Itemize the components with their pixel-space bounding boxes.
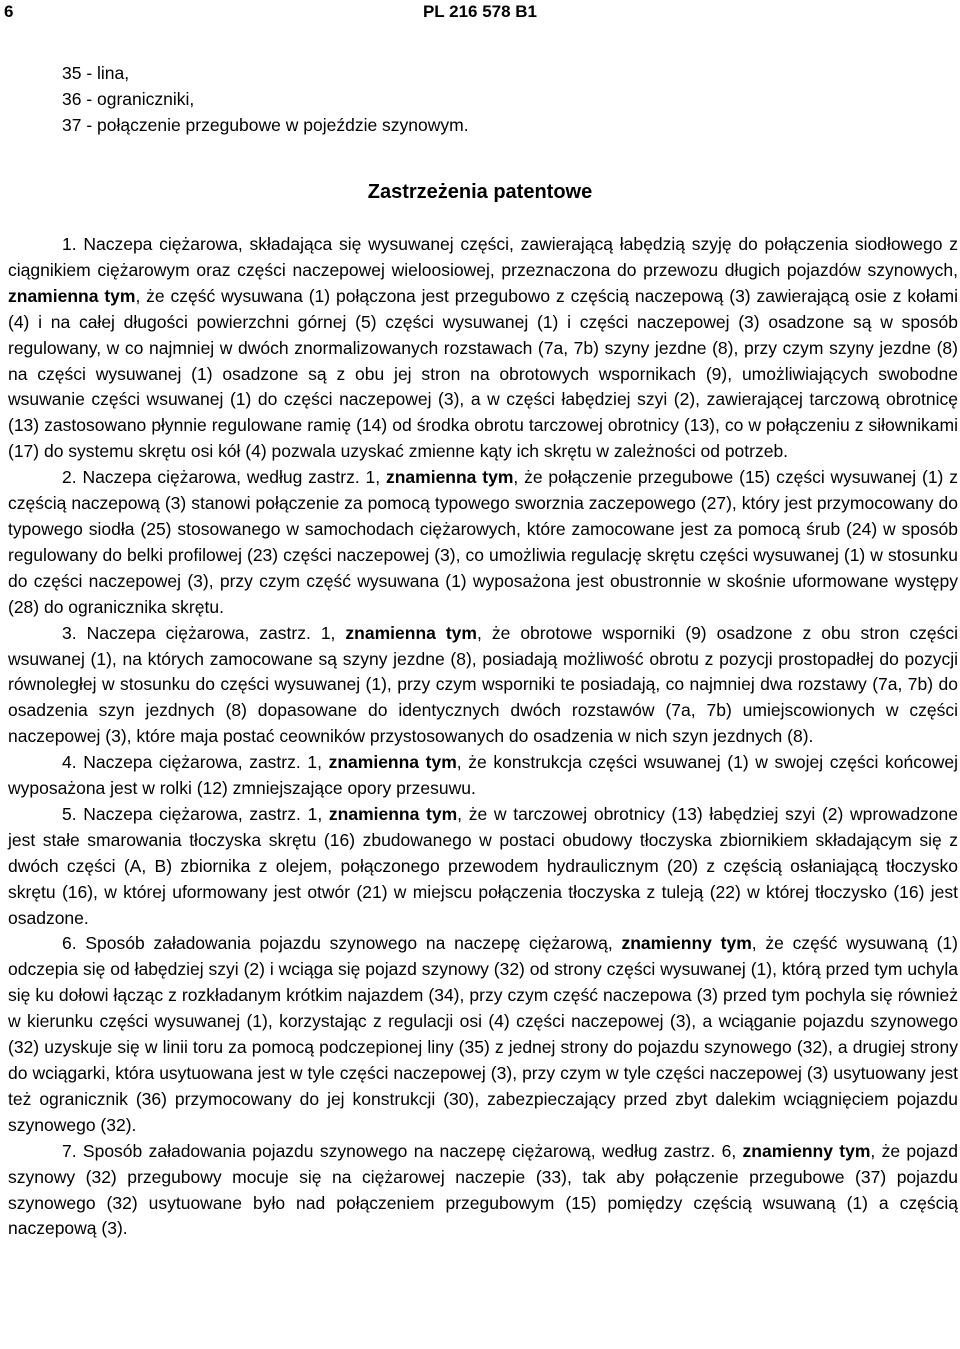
claims-list — [8, 232, 958, 1242]
legend-item: 36 - ograniczniki, — [62, 89, 195, 109]
section-title: Zastrzeżenia patentowe — [367, 181, 593, 203]
patent-number: PL 216 578 B1 — [422, 2, 538, 21]
page-number: 6 — [4, 2, 14, 21]
legend-item: 35 - lina, — [62, 63, 130, 83]
claim-1: 1. Naczepa ciężarowa, składająca się wysuwanej części, zawierającą łabędzią szyję do połączenia siodłowego z ciągnikiem ciężarowym oraz części naczepowej wieloosiowej, przeznaczona do przewozu długich pojazdów szynowych, znamienna tym, że część wysuwana (1) połączona jest przegubowo z częścią naczepową (3) zawierającą osie z kołami (4) i na całej długości powierzchni górnej (5) części wysuwanej (1) i części naczepowej (3) osadzone są w sposób regulowany, w co najmniej w dwóch znormalizowanych rozstawach (7a, 7b) szyny jezdne (8), przy czym szyny jezdne (8) na części wysuwanej (1) osadzone są z obu jej stron na obrotowych wspornikach (9), umożliwiających swobodne wsuwanie części wsuwanej (1) do części naczepowej (3), a w części łabędziej szyi (2), zawierającej tarczową obrotnicę (13) zastosowano płynnie regulowane ramię (14) od środka obrotu tarczowej obrotnicy (13), co w połączeniu z siłownikami (17) do systemu skrętu osi kół (4) pozwala uzyskać zmienne kąty ich skrętu w zależności od potrzeb. — [8, 234, 958, 462]
page-header — [0, 0, 960, 24]
claim-3: 3. Naczepa ciężarowa, zastrz. 1, znamienna tym, że obrotowe wsporniki (9) osadzone z obu stron części wsuwanej (1), na których zamocowane są szyny jezdne (8), posiadają możliwość obrotu z pozycji prostopadłej do pozycji równoległej w stosunku do części wysuwanej (1), przy czym wsporniki te posiadają, co najmniej dwa rozstawy (7a, 7b) do osadzenia szyn jezdnych (8) dopasowane do identycznych dwóch rozstawów (7a, 7b) umiejscowionych w części naczepowej (3), które maja postać ceowników przystosowanych do osadzenia w nich szyn jezdnych (8). — [8, 622, 958, 747]
claim-5: 5. Naczepa ciężarowa, zastrz. 1, znamienna tym, że w tarczowej obrotnicy (13) łabędziej szyi (2) wprowadzone jest stałe smarowania tłoczyska skrętu (16) zbudowanego w postaci obudowy tłoczyska zbiornikiem składającym się z dwóch części (A, B) zbiornika z olejem, połączonego przewodem hydraulicznym (20) z częścią osłaniającą tłoczysko skrętu (16), w której uformowany jest otwór (21) w miejscu połączenia tłoczyska z tuleją (22) w której tłoczysko (16) jest osadzone. — [8, 803, 959, 928]
claim-2: 2. Naczepa ciężarowa, według zastrz. 1, znamienna tym, że połączenie przegubowe (15) części wysuwanej (1) z częścią naczepową (3) stanowi połączenie za pomocą typowego sworznia zaczepowego (27), który jest przymocowany do typowego siodła (25) stosowanego w samochodach ciężarowych, które zamocowane jest za pomocą śrub (24) w sposób regulowany do belki profilowej (23) części naczepowej (3), co umożliwia regulację skrętu części wysuwanej (1) w stosunku do części naczepowej (3), przy czym część wysuwana (1) wyposażona jest obustronnie w skośnie uformowane występy (28) do ogranicznika skrętu. — [8, 467, 958, 617]
claim-4: 4. Naczepa ciężarowa, zastrz. 1, znamienna tym, że konstrukcja części wsuwanej (1) w swojej części końcowej wyposażona jest w rolki (12) zmniejszające opory przesuwu. — [8, 752, 959, 799]
claim-7: 7. Sposób załadowania pojazdu szynowego na naczepę ciężarową, według zastrz. 6, znamienny tym, że pojazd szynowy (32) przegubowy mocuje się na ciężarowej naczepie (33), tak aby połączenie przegubowe (37) pojazdu szynowego (32) usytuowane było nad połączeniem przegubowym (15) pomiędzy częścią wsuwaną (1) a częścią naczepową (3). — [8, 1140, 958, 1239]
claim-6: 6. Sposób załadowania pojazdu szynowego na naczepę ciężarową, znamienny tym, że część wysuwaną (1) odczepia się od łabędziej szyi (2) i wciąga się pojazd szynowy (32) od strony części wysuwanej (1), którą przed tym uchyla się ku dołowi łącząc z rozkładanym krótkim najazdem (34), przy czym część naczepowa (3) przed tym pochyla się również w kierunku części wysuwanej (1), korzystając z regulacji osi (4) części naczepowej (3), a wciąganie pojazdu szynowego (32) uzyskuje się w linii toru za pomocą podczepionej liny (35) z jednej strony do pojazdu szynowego (32), a drugiej strony do wciągarki, która usytuowana jest w tyle części naczepowej (3), przy czym w tyle części naczepowej (3) usytuowany jest też ogranicznik (36) przymocowany do jej konstrukcji (30), zabezpieczający przed zbyt dalekim wciągnięciem pojazdu szynowego (32). — [8, 933, 958, 1135]
reference-legend — [62, 60, 469, 138]
legend-item: 37 - połączenie przegubowe w pojeździe szynowym. — [62, 115, 469, 135]
